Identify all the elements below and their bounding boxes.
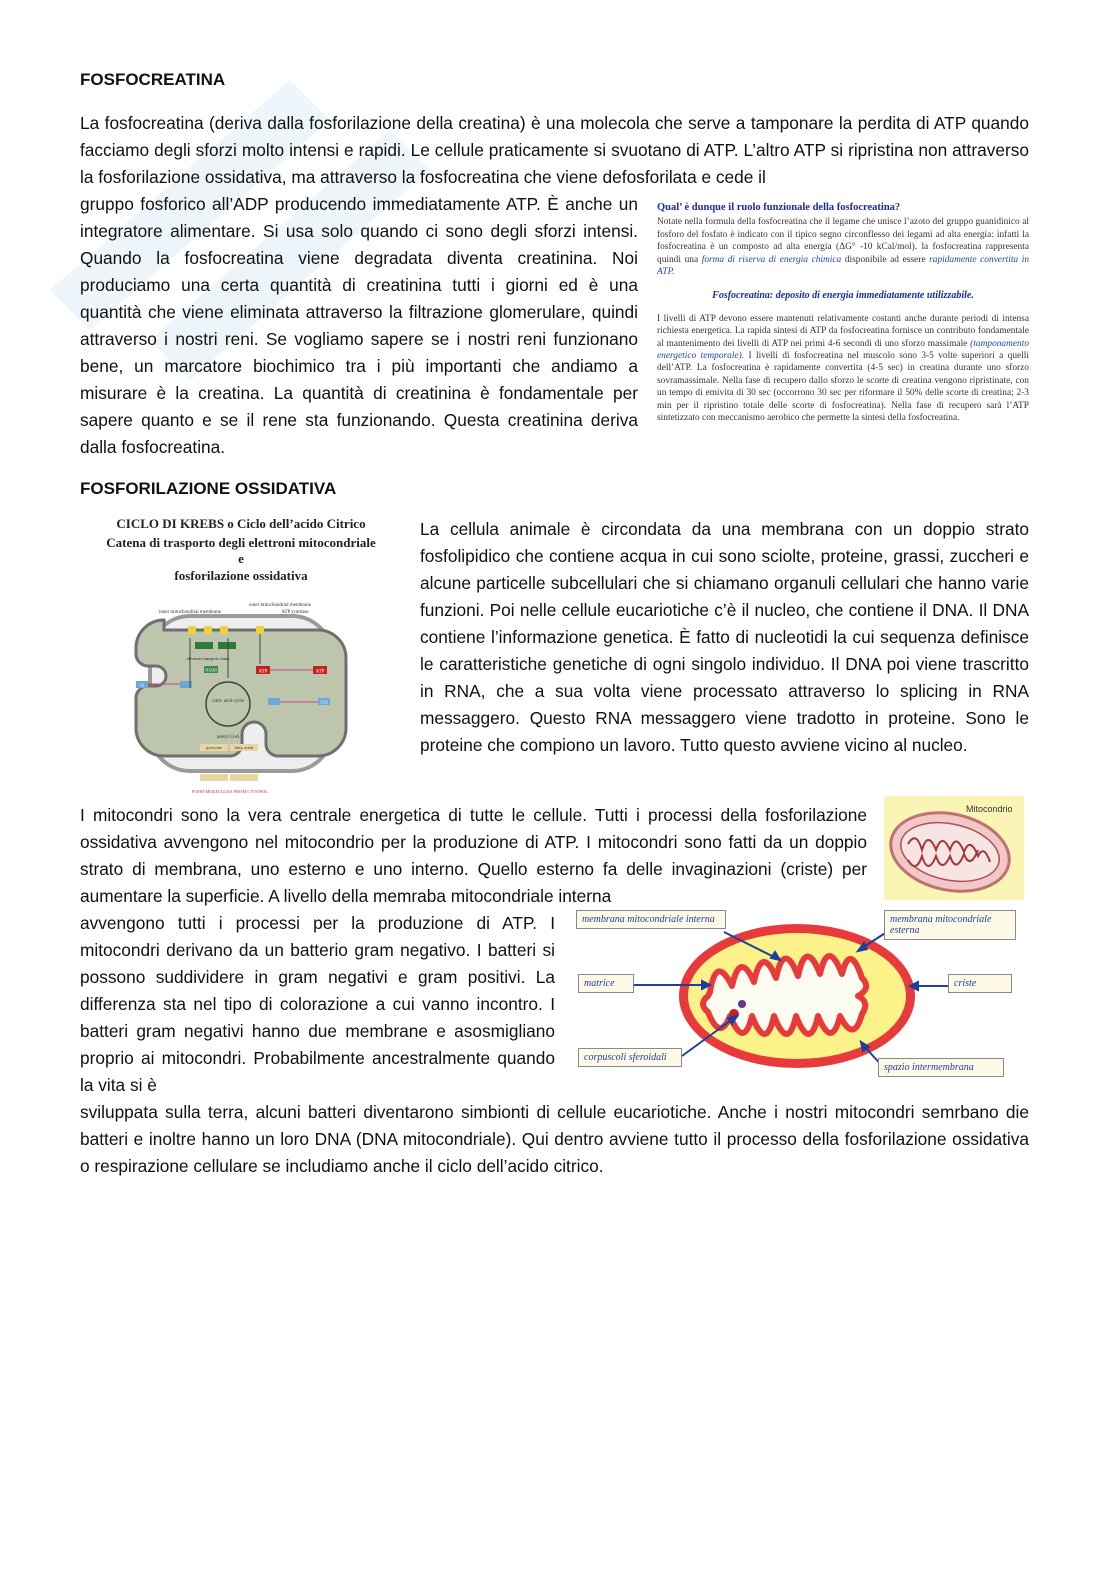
heading-fosforilazione: FOSFORILAZIONE OSSIDATIVA [80, 479, 337, 498]
krebs-figure [80, 514, 402, 796]
inset-paragraph-1: Notate nella formula della fosfocreatina che il legame che unisce l’azoto del gruppo guanidinico al fosforo del fosfato è indicato con il tipico segno circonflesso dei legami ad alta energia: infatti la fosfocreatina è un composto ad alta energia (ΔG° -10 kCal/mol). la fosfocreatina rappresenta quindi una forma di riserva di energia chimica disponibile ad essere rapidamente convertita in ATP. [657, 217, 1030, 278]
atp-label-1: ATP [258, 669, 268, 675]
inset-paragraph-2: I livelli di ATP devono essere mantenuti relativamente costanti anche durante periodi di intensa richiesta energetica. La rapida sintesi di ATP da fosfocreatina fornisce un contributo fondamentale al mantenimento dei livelli di ATP nei primi 4-6 secondi di uno sforzo massimale (tamponamento energetico temporale). I livelli di fosfocreatina nel muscolo sono 3-5 volte superiori a quelli dell’ATP. La fosfocreatina è rapidamente convertita (4-5 sec) in creatina durante uno sforzo sovramassimale. Nella fase di recupero dallo sforzo le scorte di creatina vengono ripristinate, con un tempo di emivita di 30 sec (occorrono 30 sec per riformare il 50% delle scorte di creatina; 2-3 min per il ripristino totale delle scorte di fosfocreatina). Nella fase di recupero sarà l’ATP sintetizzato con meccanismo aerobico che permette la sintesi della fosfocreatina. [657, 313, 1030, 424]
nadh-label: NADH [205, 667, 217, 673]
label-membrana-esterna: membrana mitocondriale esterna [884, 910, 1016, 940]
inset-subtitle: Fosfocreatina: deposito di energia immediatamente utilizzabile. [712, 290, 974, 302]
outer-membrane-label: outer mitochondrial membrane [249, 603, 311, 608]
paragraph-fosfocreatina-column: gruppo fosforico all’ADP producendo immediatamente ATP. È anche un integratore alimentare. Si usa solo quando ci sono degli sforzi intensi. Quando la fosfocreatina viene degradata diventa creatinina. Noi produciamo una certa quantità di creatinina tutti i giorni ed è una quantità che viene eliminata attraverso la filtrazione glomerulare, quindi attraverso i nostri reni. Se vogliamo sapere se i nostri reni funzionano bene, un marcatore biochimico tra i più importanti che andiamo a misurare è la creatina. La quantità di creatinina è fondamentale per sapere quanto e se il rene sta funzionando. Questa creatinina deriva dalla fosfocreatina. [80, 194, 638, 457]
paragraph-mitocondri-3: sviluppata sulla terra, alcuni batteri diventarono simbionti di cellule eucariotiche. Anche i nostri mitocondri semrbano die batteri e inoltre hanno un loro DNA (DNA mitocondriale). Qui dentro avviene tutto il processo della fosforilazione ossidativa o respirazione cellulare se includiamo anche il ciclo dell’acido citrico. [80, 1102, 1029, 1176]
fosfocreatina-inset [657, 202, 1029, 425]
krebs-title-3: e [238, 551, 244, 566]
paragraph-mitocondri-2: avvengono tutti i processi per la produzione di ATP. I mitocondri derivano da un batterio gram negativo. I batteri si possono suddividere in gram negativi e gram positivi. La differenza sta nel tipo di colorazione a cui vanno incontro. I batteri gram negativi hanno due membrane e asosmigliano proprio ai mitocondri. Probabilmente ancestralmente quando la vita si è [80, 913, 555, 1095]
krebs-title-4: fosforilazione ossidativa [174, 568, 308, 583]
label-matrice: matrice [578, 974, 634, 993]
food-molecules-label: FOOD MOLECULES FROM CYTOSOL [191, 789, 269, 794]
etc-label: electron transport chain [186, 656, 230, 661]
mitocondrio-photo [884, 796, 1024, 900]
inset-question: Qual’ è dunque il ruolo funzionale della fosfocreatina? [657, 202, 901, 213]
paragraph-fosfocreatina-full: La fosfocreatina (deriva dalla fosforilazione della creatina) è una molecola che serve a tamponare la perdita di ATP quando facciamo degli sforzi molto intensi e rapidi. Le cellule praticamente si svuotano di ATP. L’altro ATP si ripristina non attraverso la fosforilazione ossidativa, ma attraverso la fosfocreatina che viene defosforilata e cede il [80, 113, 1029, 187]
label-corpuscoli: corpuscoli sferoidali [578, 1048, 682, 1067]
paragraph-cellula: La cellula animale è circondata da una membrana con un doppio strato fosfolipidico che contiene acqua in cui sono sciolte, proteine, grassi, zuccheri e alcune particelle subcellulari che si chiamano organuli cellulari che hanno varie funzioni. Poi nelle cellule eucariotiche c’è il nucleo, che contiene il DNA. Il DNA contiene l’informazione genetica. È fatto di nucleotidi la cui sequenza definisce le caratteristiche genetiche di ogni singolo individuo. Il DNA poi viene trascritto in RNA, che a sua volta viene processato attraverso lo splicing in RNA messaggero. Questo RNA messaggero viene tradotto in proteine. Sono le proteine che compiono un lavoro. Tutto questo avviene vicino al nucleo. [420, 519, 1029, 755]
citric-cycle-label: citric acid cycle [212, 699, 244, 704]
atp-label-2: ATP [315, 669, 325, 675]
atp-synthase-label: ATP synthase [281, 610, 309, 615]
heading-fosfocreatina: FOSFOCREATINA [80, 70, 226, 89]
acetyl-label: acetyl CoA [216, 735, 240, 740]
o2-label: O2 [139, 682, 145, 688]
krebs-title-1: CICLO DI KREBS o Ciclo dell’acido Citrico [116, 516, 366, 531]
co2-label: CO2 [320, 699, 328, 705]
label-membrana-interna: membrana mitocondriale interna [576, 910, 726, 929]
krebs-title-2: Catena di trasporto degli elettroni mitocondriale [106, 535, 376, 550]
inner-membrane-label: inner mitochondrial membrane [159, 610, 221, 615]
mitocondrio-label: Mitocondrio [966, 804, 1013, 814]
label-spazio-intermembrana: spazio intermembrana [878, 1058, 1004, 1077]
label-criste: criste [948, 974, 1012, 993]
pyruvate-label: pyruvate [206, 745, 222, 750]
mitocondrio-diagram [572, 906, 1026, 1084]
fatty-acids-label: fatty acids [234, 745, 254, 750]
paragraph-mitocondri-1: I mitocondri sono la vera centrale energetica di tutte le cellule. Tutti i processi della fosforilazione ossidativa avvengono nel mitocondrio per la produzione di ATP. I mitocondri sono fatti da un doppio strato di membrana, uno esterno e uno interno. Quello esterno fa delle invaginazioni (criste) per aumentare la superficie. A livello della memraba mitocondriale interna [80, 805, 867, 906]
krebs-diagram [80, 598, 402, 798]
